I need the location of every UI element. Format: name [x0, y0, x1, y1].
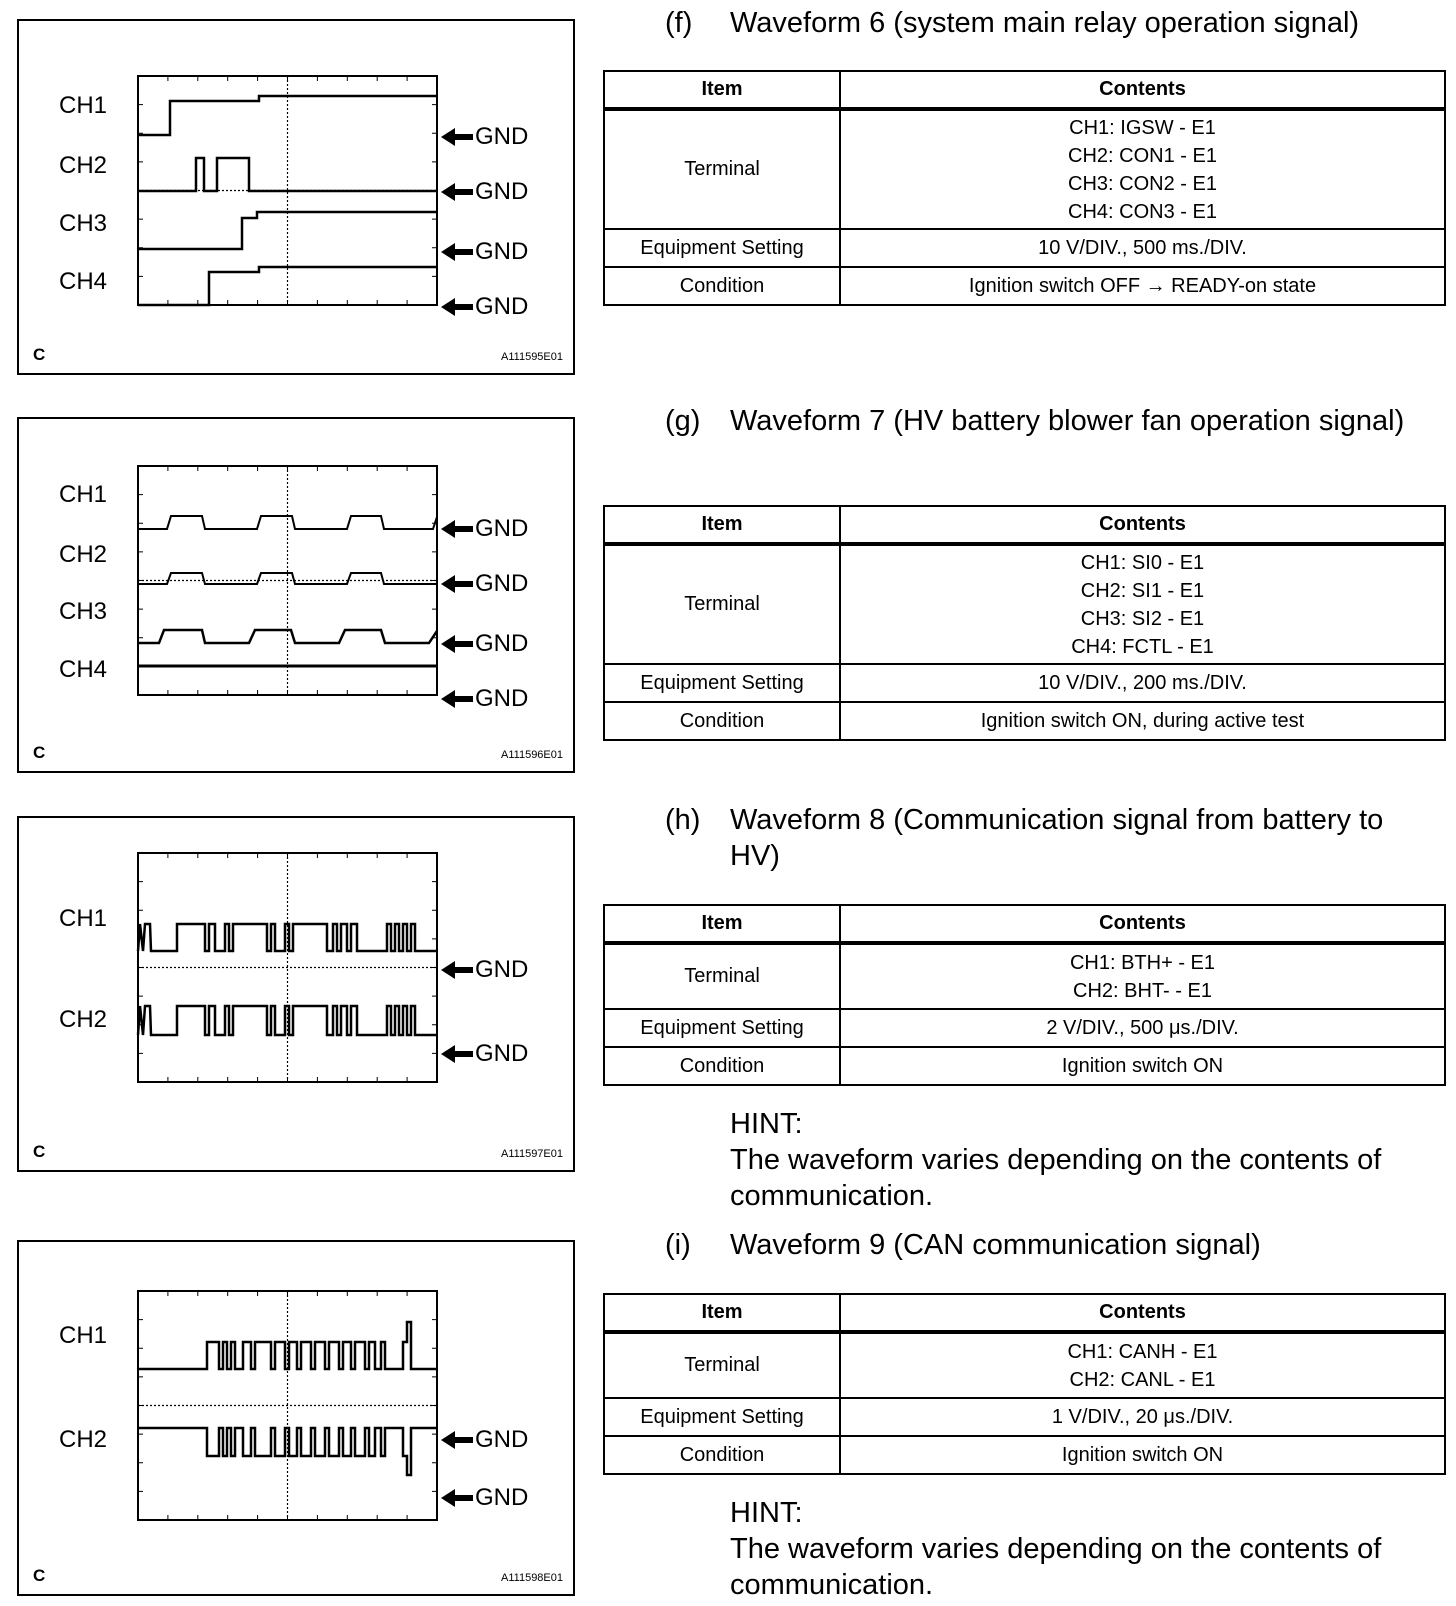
hint-text: The waveform varies depending on the contents of communication.: [730, 1533, 1382, 1601]
section-title: Waveform 9 (CAN communication signal): [730, 1229, 1261, 1261]
row-label: Condition: [604, 1047, 840, 1085]
spec-table-h: [603, 904, 1446, 1086]
corner-letter: C: [33, 743, 46, 762]
section-title: Waveform 8 (Communication signal from battery to HV): [730, 804, 1384, 872]
row-label: Terminal: [604, 544, 840, 664]
content-line: CH1: SI0 - E1: [1080, 551, 1205, 574]
gnd-label: GND: [475, 515, 529, 542]
section-title: Waveform 6 (system main relay operation signal): [730, 7, 1360, 39]
waveform-panel-9: [17, 1240, 575, 1596]
corner-letter: C: [33, 1142, 46, 1161]
col-header-item: Item: [604, 71, 840, 109]
hint-label: HINT:: [730, 1497, 803, 1529]
row-contents: [840, 1332, 1445, 1398]
hint-block-i: [730, 1495, 1430, 1603]
row-contents: [840, 544, 1445, 664]
gnd-label: GND: [475, 956, 529, 983]
row-contents: 10 V/DIV., 200 ms./DIV.: [840, 664, 1445, 702]
corner-letter: C: [33, 1566, 46, 1585]
content-line: CH2: CON1 - E1: [1068, 144, 1217, 167]
row-label: Equipment Setting: [604, 229, 840, 267]
channel-label-ch3: CH3: [59, 598, 108, 625]
scope-grid: [138, 466, 437, 695]
trace-ch1: [138, 1322, 437, 1369]
section-letter: (h): [665, 804, 701, 836]
col-header-item: Item: [604, 905, 840, 943]
content-line: CH1: BTH+ - E1: [1069, 951, 1216, 974]
row-label: Terminal: [604, 109, 840, 229]
gnd-label: GND: [475, 293, 529, 320]
channel-label-ch2: CH2: [59, 541, 108, 568]
gnd-arrows: [441, 961, 473, 1063]
content-line: CH4: CON3 - E1: [1068, 200, 1217, 223]
hint-label: HINT:: [730, 1108, 803, 1140]
content-line: CH1: IGSW - E1: [1069, 116, 1216, 139]
section-letter: (i): [665, 1229, 691, 1261]
row-label: Equipment Setting: [604, 1398, 840, 1436]
hint-block-h: [730, 1106, 1430, 1214]
row-label: Condition: [604, 267, 840, 305]
spec-table-f: [603, 70, 1446, 306]
channel-label-ch1: CH1: [59, 481, 108, 508]
row-contents: [840, 109, 1445, 229]
gnd-label: GND: [475, 685, 529, 712]
waveform-panel-7: [17, 417, 575, 773]
col-header-item: Item: [604, 506, 840, 544]
content-line: CH1: CANH - E1: [1067, 1340, 1218, 1363]
gnd-label: GND: [475, 1426, 529, 1453]
row-label: Terminal: [604, 1332, 840, 1398]
channel-label-ch1: CH1: [59, 92, 108, 119]
gnd-label: GND: [475, 570, 529, 597]
content-line: CH3: SI2 - E1: [1080, 607, 1205, 630]
section-title: Waveform 7 (HV battery blower fan operation signal): [730, 405, 1405, 437]
col-header-contents: Contents: [840, 71, 1445, 109]
gnd-label: GND: [475, 178, 529, 205]
channel-label-ch2: CH2: [59, 1006, 108, 1033]
col-header-item: Item: [604, 1294, 840, 1332]
row-label: Terminal: [604, 943, 840, 1009]
row-contents: Ignition switch ON: [840, 1047, 1445, 1085]
scope-grid: [138, 1291, 437, 1520]
content-line: CH3: CON2 - E1: [1068, 172, 1217, 195]
gnd-label: GND: [475, 1484, 529, 1511]
gnd-label: GND: [475, 630, 529, 657]
row-contents: 2 V/DIV., 500 μs./DIV.: [840, 1009, 1445, 1047]
channel-label-ch4: CH4: [59, 656, 108, 683]
content-line: CH2: CANL - E1: [1069, 1368, 1216, 1391]
row-contents: 1 V/DIV., 20 μs./DIV.: [840, 1398, 1445, 1436]
gnd-label: GND: [475, 238, 529, 265]
trace-ch2: [138, 158, 437, 191]
oscilloscope-screen: [19, 1242, 575, 1596]
figure-code: A111597E01: [501, 1148, 563, 1160]
content-line: CH4: FCTL - E1: [1071, 635, 1214, 658]
waveform-panel-8: [17, 816, 575, 1172]
row-label: Equipment Setting: [604, 664, 840, 702]
figure-code: A111595E01: [501, 351, 563, 363]
row-label: Equipment Setting: [604, 1009, 840, 1047]
row-label: Condition: [604, 702, 840, 740]
figure-code: A111596E01: [501, 749, 563, 761]
spec-table-i: [603, 1293, 1446, 1475]
gnd-arrows: [441, 128, 473, 316]
content-line: CH2: BHT- - E1: [1073, 979, 1212, 1002]
channel-label-ch4: CH4: [59, 268, 108, 295]
gnd-label: GND: [475, 1040, 529, 1067]
col-header-contents: Contents: [840, 1294, 1445, 1332]
section-letter: (f): [665, 7, 693, 39]
col-header-contents: Contents: [840, 905, 1445, 943]
section-letter: (g): [665, 405, 701, 437]
spec-table-g: [603, 505, 1446, 741]
scope-grid: [138, 853, 437, 1082]
channel-label-ch1: CH1: [59, 905, 108, 932]
row-label: Condition: [604, 1436, 840, 1474]
gnd-arrows: [441, 520, 473, 708]
channel-label-ch3: CH3: [59, 210, 108, 237]
channel-label-ch2: CH2: [59, 1426, 108, 1453]
row-contents: [840, 943, 1445, 1009]
waveform-panel-6: [17, 19, 575, 375]
oscilloscope-screen: [19, 818, 575, 1172]
channel-label-ch1: CH1: [59, 1322, 108, 1349]
gnd-arrows: [441, 1431, 473, 1507]
row-contents: Ignition switch ON: [840, 1436, 1445, 1474]
gnd-label: GND: [475, 123, 529, 150]
figure-code: A111598E01: [501, 1572, 563, 1584]
row-contents: Ignition switch ON, during active test: [840, 702, 1445, 740]
row-contents: 10 V/DIV., 500 ms./DIV.: [840, 229, 1445, 267]
channel-label-ch2: CH2: [59, 152, 108, 179]
col-header-contents: Contents: [840, 506, 1445, 544]
content-line: CH2: SI1 - E1: [1080, 579, 1205, 602]
row-contents: Ignition switch OFF → READY-on state: [840, 267, 1445, 305]
corner-letter: C: [33, 345, 46, 364]
hint-text: The waveform varies depending on the contents of communication.: [730, 1144, 1382, 1212]
